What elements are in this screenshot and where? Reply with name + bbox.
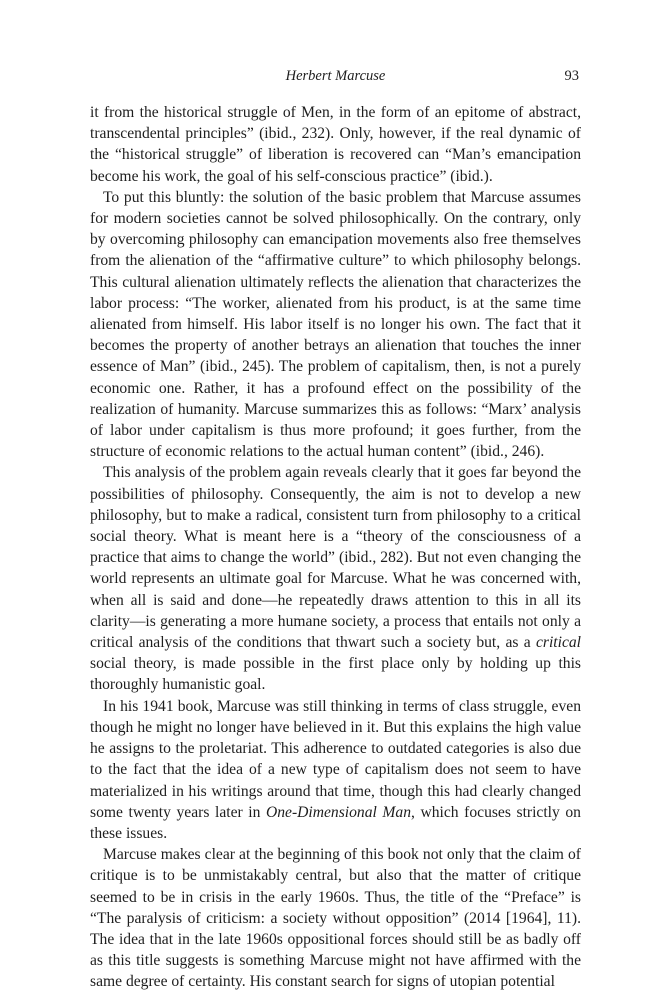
paragraph-1: it from the historical struggle of Men, in the form of an epitome of abstract, transcendental principles” (ibid., 232). Only, however, if the real dynamic of the “historical struggle” of liberation is recovered can “Man’s emancipation become his work, the goal of his self-conscious practice” (ibid.).: [90, 104, 581, 185]
paragraph-3-text-a: This analysis of the problem again reveals clearly that it goes far beyond the possibilities of philosophy. Consequently, the aim is not to develop a new philosophy, but to make a radical, consistent turn from philosophy to a critical social theory. What is meant here is a “theory of the consciousness of a practice that aims to change the world” (ibid., 282). But not even changing the world represents an ultimate goal for Marcuse. What he was concerned with, when all is said and done—he repeatedly draws attention to this in all its clarity—is generating a more humane society, a process that entails not only a critical analysis of the conditions that thwart such a society but, as a: [90, 464, 581, 652]
paragraph-5: Marcuse makes clear at the beginning of this book not only that the claim of critique is to be unmistakably central, but also that the matter of critique seemed to be in crisis in the early 1960s. Thus, the title of the “Preface” is “The paralysis of criticism: a society without opposition” (2014 [1964], 11). The idea that in the late 1960s oppositional forces should still be as badly off as this title suggests is something Marcuse might not have affirmed with the same degree of certainty. His constant search for signs of utopian potential: [90, 846, 581, 991]
page-number: 93: [564, 68, 579, 84]
paragraph-4: [90, 696, 581, 844]
paragraph-4-text-b: , which focuses strictly on these issues.: [90, 803, 581, 842]
running-title: Herbert Marcuse: [285, 68, 386, 84]
paragraph-3-italic: critical: [535, 634, 581, 652]
running-header: [90, 66, 581, 86]
book-page: [90, 66, 581, 993]
paragraph-4-text-a: In his 1941 book, Marcuse was still thinking in terms of class struggle, even though he might no longer have believed in it. But this explains the high value he assigns to the proletariat. This adherence to outdated categories is also due to the fact that the idea of a new type of capitalism does not seem to have materialized in his writings around that time, though this had clearly changed some twenty years later in: [90, 697, 581, 821]
paragraph-2: To put this bluntly: the solution of the basic problem that Marcuse assumes for modern societies cannot be solved philosophically. On the contrary, only by overcoming philosophy can emancipation movements also free themselves from the alienation of the “affirmative culture” to which philosophy belongs. This cultural alienation ultimately reflects the alienation that characterizes the labor process: “The worker, alienated from his product, is at the same time alienated from himself. His labor itself is no longer his own. The fact that it becomes the property of another betrays an alienation that touches the inner essence of Man” (ibid., 245). The problem of capitalism, then, is not a purely economic one. Rather, it has a profound effect on the possibility of the realization of humanity. Marcuse summarizes this as follows: “Marx’ analysis of labor under capitalism is thus more profound; it goes further, from the structure of economic relations to the actual human content” (ibid., 246).: [90, 188, 581, 461]
paragraph-3: [90, 462, 581, 695]
paragraph-3-text-b: social theory, is made possible in the first place only by holding up this thoroughly humanistic goal.: [90, 655, 581, 694]
body-text: [90, 102, 581, 993]
book-title-italic: One-Dimensional Man: [265, 803, 411, 821]
